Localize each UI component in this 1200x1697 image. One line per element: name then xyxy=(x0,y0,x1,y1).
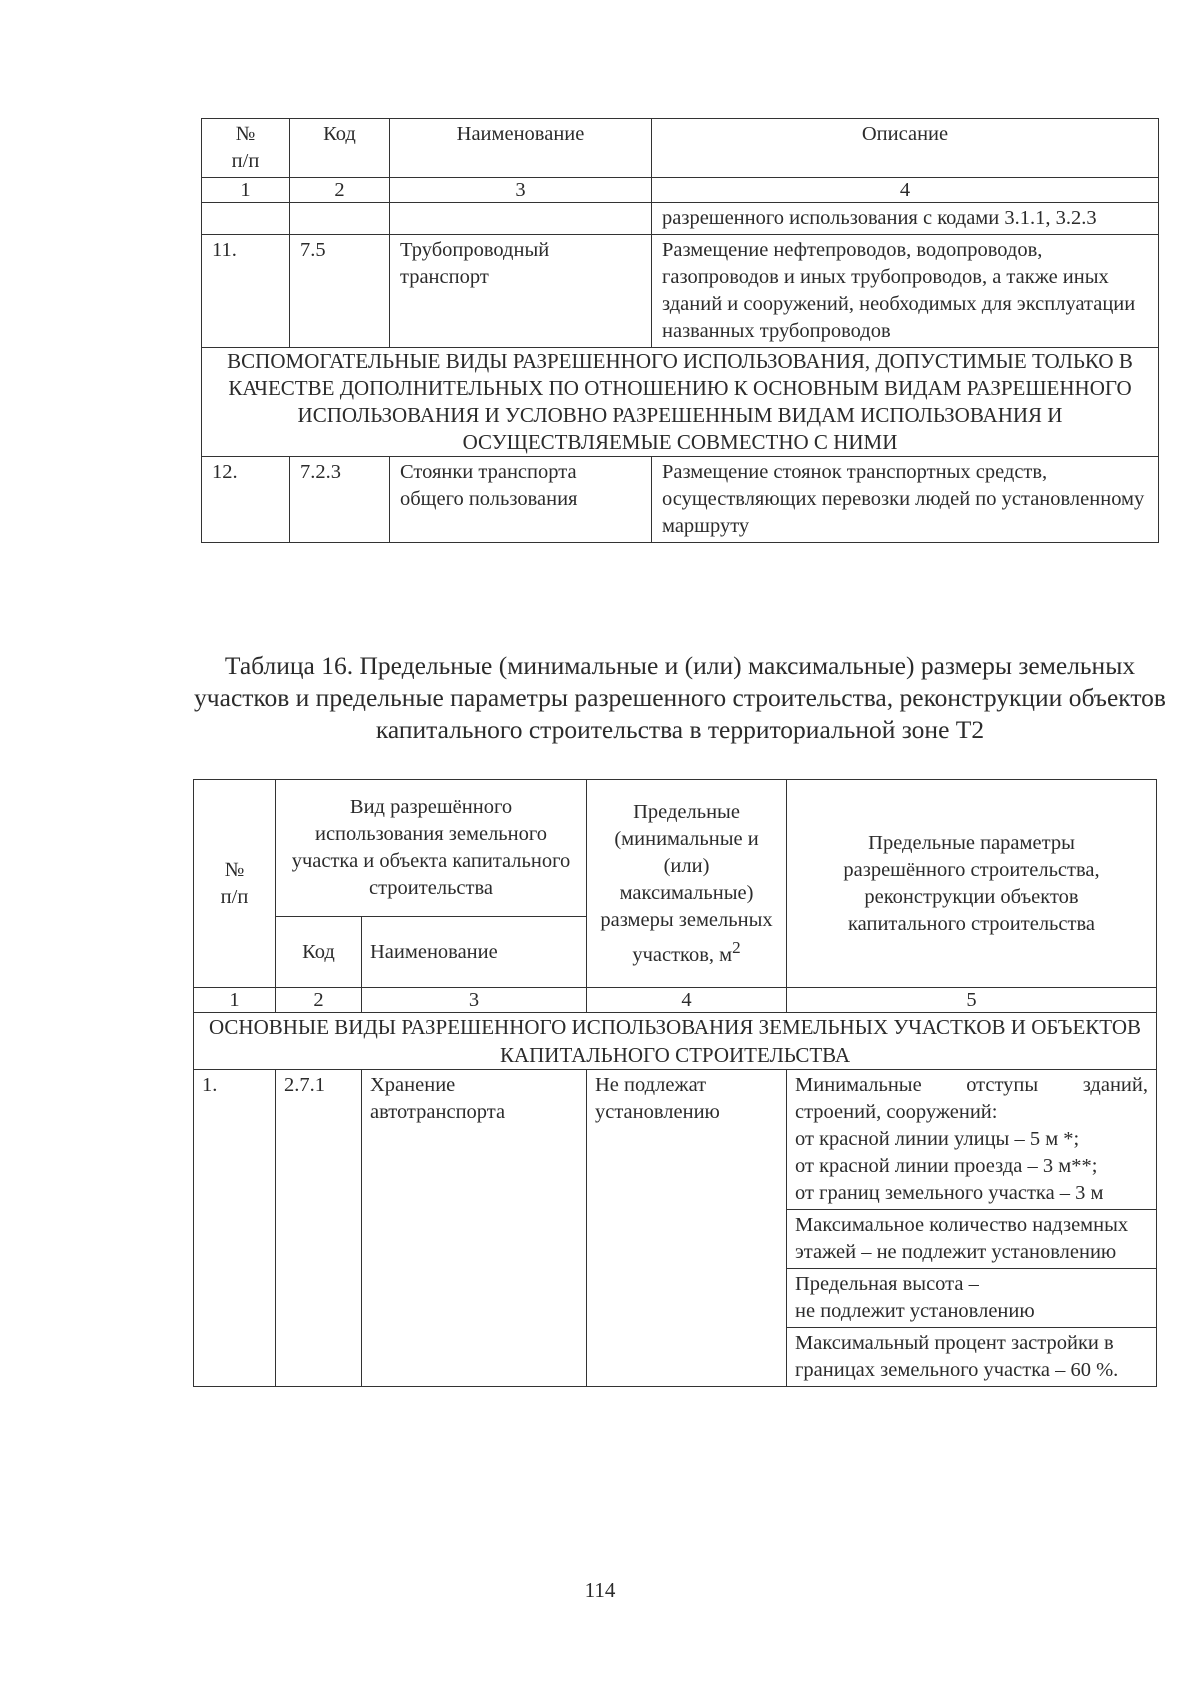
header-sizes xyxy=(587,780,787,988)
header-kind: Вид разрешённого использования земельного участка и объекта капитального строительства xyxy=(276,780,587,917)
row-code: 7.2.3 xyxy=(290,457,390,543)
row-num: 11. xyxy=(202,235,290,348)
header-num: № п/п xyxy=(194,780,276,988)
header-name: Наименование xyxy=(390,119,652,178)
param-setbacks: Минимальные отступы зданий, строений, сооружений: от красной линии улицы – 5 м *; от красной линии проезда – 3 м**; от границ земельного участка – 3 м xyxy=(787,1070,1157,1210)
param-floors: Максимальное количество надземных этажей – не подлежит установлению xyxy=(787,1210,1157,1269)
section-heading: ОСНОВНЫЕ ВИДЫ РАЗРЕШЕННОГО ИСПОЛЬЗОВАНИЯ ЗЕМЕЛЬНЫХ УЧАСТКОВ И ОБЪЕКТОВ КАПИТАЛЬНОГО СТРОИТЕЛЬСТВА xyxy=(194,1013,1157,1070)
param-coverage: Максимальный процент застройки в границах земельного участка – 60 %. xyxy=(787,1328,1157,1387)
param-height: Предельная высота – не подлежит установлению xyxy=(787,1269,1157,1328)
header-code: Код xyxy=(276,917,362,988)
section-heading: ВСПОМОГАТЕЛЬНЫЕ ВИДЫ РАЗРЕШЕННОГО ИСПОЛЬЗОВАНИЯ, ДОПУСТИМЫЕ ТОЛЬКО В КАЧЕСТВЕ ДОПОЛНИТЕЛЬНЫХ ПО ОТНОШЕНИЮ К ОСНОВНЫМ ВИДАМ РАЗРЕШЕННОГО ИСПОЛЬЗОВАНИЯ И УСЛОВНО РАЗРЕШЕННЫМ ВИДАМ ИСПОЛЬЗОВАНИЯ И ОСУЩЕСТВЛЯЕМЫЕ СОВМЕСТНО С НИМИ xyxy=(202,348,1159,457)
row-name: Стоянки транспорта общего пользования xyxy=(390,457,652,543)
section-row xyxy=(194,1013,1157,1070)
header-sizes-text: Предельные (минимальные и (или) максимальные) размеры земельных участков, м xyxy=(600,800,773,966)
header-name: Наименование xyxy=(362,917,587,988)
column-number-row xyxy=(194,988,1157,1013)
col-number: 2 xyxy=(290,178,390,203)
row-code: 7.5 xyxy=(290,235,390,348)
col-number: 4 xyxy=(587,988,787,1013)
continuation-description: разрешенного использования с кодами 3.1.1, 3.2.3 xyxy=(652,203,1159,235)
row-description: Размещение нефтепроводов, водопроводов, газопроводов и иных трубопроводов, а также иных зданий и сооружений, необходимых для эксплуатации названных трубопроводов xyxy=(652,235,1159,348)
table-title: Таблица 16. Предельные (минимальные и (или) максимальные) размеры земельных участков и предельные параметры разрешенного строительства, реконструкции объектов капитального строительства в территориальной зоне Т2 xyxy=(194,651,1166,744)
table-row xyxy=(202,457,1159,543)
table-row xyxy=(202,235,1159,348)
row-code: 2.7.1 xyxy=(276,1070,362,1387)
row-name: Хранение автотранспорта xyxy=(362,1070,587,1387)
section-row xyxy=(202,348,1159,457)
row-sizes: Не подлежат установлению xyxy=(587,1070,787,1387)
column-number-row xyxy=(202,178,1159,203)
header-params: Предельные параметры разрешённого строительства, реконструкции объектов капитального строительства xyxy=(787,780,1157,988)
col-number: 2 xyxy=(276,988,362,1013)
header-description: Описание xyxy=(652,119,1159,178)
col-number: 4 xyxy=(652,178,1159,203)
row-description: Размещение стоянок транспортных средств, осуществляющих перевозки людей по установленному маршруту xyxy=(652,457,1159,543)
table-row xyxy=(194,1070,1157,1210)
table-header-row xyxy=(202,119,1159,178)
header-num: № п/п xyxy=(202,119,290,178)
col-number: 1 xyxy=(194,988,276,1013)
table-16 xyxy=(193,779,1157,1387)
row-num: 12. xyxy=(202,457,290,543)
header-sizes-sup: 2 xyxy=(732,937,741,957)
col-number: 3 xyxy=(362,988,587,1013)
col-number: 1 xyxy=(202,178,290,203)
page-number: 114 xyxy=(584,1578,616,1602)
table-header-row xyxy=(194,780,1157,917)
table-continuation xyxy=(201,118,1159,543)
col-number: 3 xyxy=(390,178,652,203)
table-row xyxy=(202,203,1159,235)
col-number: 5 xyxy=(787,988,1157,1013)
empty-cell xyxy=(290,203,390,235)
header-code: Код xyxy=(290,119,390,178)
row-num: 1. xyxy=(194,1070,276,1387)
empty-cell xyxy=(390,203,652,235)
row-name: Трубопроводный транспорт xyxy=(390,235,652,348)
empty-cell xyxy=(202,203,290,235)
